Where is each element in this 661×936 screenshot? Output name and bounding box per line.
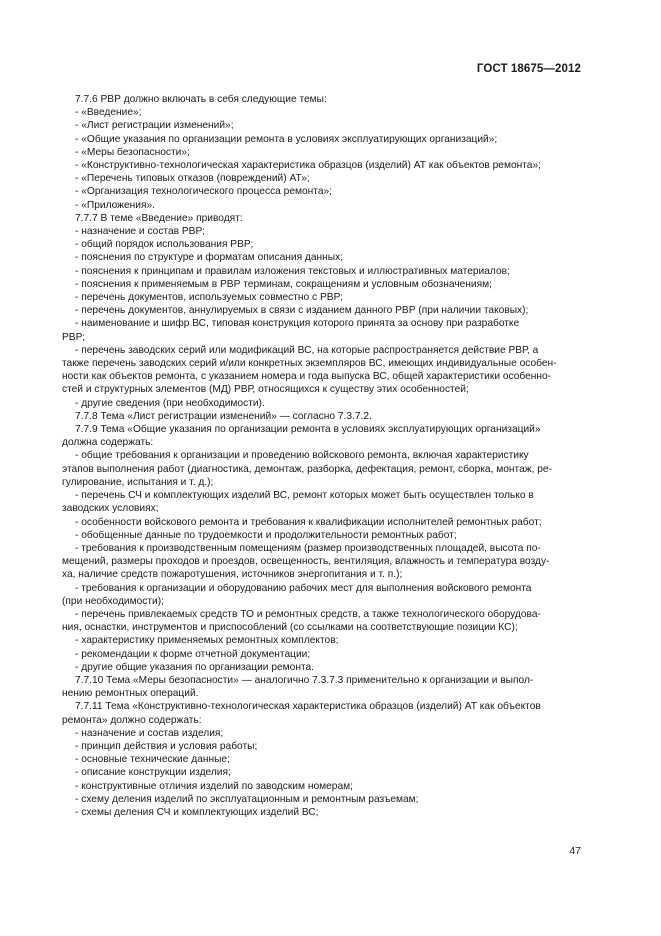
text-line: - перечень документов, аннулируемых в связи с изданием данного РВР (при наличии таковых); <box>75 305 529 317</box>
text-line: - назначение и состав изделия; <box>75 727 224 739</box>
text-line: РВР; <box>62 331 85 343</box>
document-body <box>62 93 583 819</box>
text-line: - «Меры безопасности»; <box>75 146 190 158</box>
text-line: ния, оснастки, инструментов и приспособлений (со ссылками на соответствующие позиции КС); <box>62 622 518 634</box>
text-line: - другие сведения (при необходимости). <box>75 397 265 409</box>
text-line: - пояснения к применяемым в РВР терминам, сокращениям и условным обозначениям; <box>75 278 492 290</box>
text-line: - назначение и состав РВР; <box>75 226 205 238</box>
text-line: - перечень СЧ и комплектующих изделий ВС, ремонт которых может быть осуществлен только в <box>75 490 534 502</box>
text-line: - «Общие указания по организации ремонта в условиях эксплуатирующих организаций»; <box>75 133 498 145</box>
text-line: этапов выполнения работ (диагностика, демонтаж, разборка, дефектация, ремонт, сборка, монтаж, ре- <box>62 463 552 475</box>
text-line: нению ремонтных операций. <box>62 688 199 700</box>
text-line: 7.7.6 РВР должно включать в себя следующие темы: <box>75 94 327 105</box>
text-line: ремонта» должно содержать: <box>62 714 202 726</box>
text-line: - общий порядок использования РВР; <box>75 239 254 251</box>
text-line: стей и структурных элементов (МД) РВР, относящихся к существу этих особенностей; <box>62 384 469 396</box>
text-line: ности как объектов ремонта, с указанием номера и года выпуска ВС, общей характеристики особенно- <box>62 371 552 383</box>
text-line: - обобщенные данные по трудоемкости и продолжительности ремонтных работ; <box>75 529 457 541</box>
text-line: ха, наличие средств пожаротушения, источников энергопитания и т. п.); <box>62 569 403 581</box>
text-line: 7.7.8 Тема «Лист регистрации изменений» — согласно 7.3.7.2. <box>75 410 372 422</box>
text-line: также перечень заводских серий и/или конкретных экземпляров ВС, имеющих индивидуальные особен- <box>62 358 557 370</box>
text-line: - требования к производственным помещениям (размер производственных площадей, высота по- <box>75 542 541 554</box>
text-line: 7.7.11 Тема «Конструктивно-технологическая характеристика образцов (изделий) АТ как объектов <box>75 701 541 713</box>
page-number: 47 <box>569 845 581 857</box>
text-line: - перечень документов, используемых совместно с РВР; <box>75 292 343 304</box>
text-line: должна содержать: <box>62 437 154 449</box>
text-line: - перечень привлекаемых средств ТО и ремонтных средств, а также технологического оборудова- <box>75 608 541 620</box>
text-line: - характеристику применяемых ремонтных комплектов; <box>75 635 339 647</box>
text-line: (при необходимости); <box>62 595 164 607</box>
text-line: - принцип действия и условия работы; <box>75 740 258 752</box>
text-line: - наименование и шифр ВС, типовая конструкция которого принята за основу при разработке <box>75 318 520 330</box>
text-line: - описание конструкции изделия; <box>75 767 231 779</box>
text-line: - «Лист регистрации изменений»; <box>75 120 234 132</box>
text-line: - пояснения по структуре и форматам описания данных; <box>75 252 344 264</box>
text-line: - рекомендации к форме отчетной документации; <box>75 648 311 660</box>
standard-header: ГОСТ 18675—2012 <box>476 63 581 75</box>
text-line: - конструктивные отличия изделий по заводским номерам; <box>75 780 353 792</box>
text-line: - «Приложения». <box>75 199 155 211</box>
text-line: - «Конструктивно-технологическая характеристика образцов (изделий) АТ как объектов ремонта»; <box>75 160 541 172</box>
text-line: - общие требования к организации и проведению войскового ремонта, включая характеристику <box>75 450 529 462</box>
text-line: гулирование, испытания и т. д.); <box>62 476 214 488</box>
text-line: - основные технические данные; <box>75 754 230 766</box>
text-line: мещений, размеры проходов и проездов, освещенность, вентиляция, влажность и температура возду- <box>62 556 550 568</box>
text-line: - «Введение»; <box>75 107 142 119</box>
text-line: - схемы деления СЧ и комплектующих изделий ВС; <box>75 806 319 818</box>
text-line: - «Перечень типовых отказов (повреждений) АТ»; <box>75 173 310 185</box>
text-line: - схему деления изделий по эксплуатационным и ремонтным разъемам; <box>75 793 419 805</box>
text-line: 7.7.9 Тема «Общие указания по организации ремонта в условиях эксплуатирующих организаций» <box>75 424 541 436</box>
text-line: - «Организация технологического процесса ремонта»; <box>75 186 332 198</box>
text-line: 7.7.7 В теме «Введение» приводят: <box>75 212 243 224</box>
text-line: - особенности войскового ремонта и требования к квалификации исполнителей ремонтных работ; <box>75 516 542 528</box>
text-line: 7.7.10 Тема «Меры безопасности» — аналогично 7.3.7.3 применительно к организации и выпол- <box>75 674 534 686</box>
text-line: - пояснения к принципам и правилам изложения текстовых и иллюстративных материалов; <box>75 265 510 277</box>
text-line: - требования к организации и оборудованию рабочих мест для выполнения войскового ремонта <box>75 582 532 594</box>
text-line: заводских условиях; <box>62 503 159 515</box>
text-line: - перечень заводских серий или модификаций ВС, на которые распространяется действие РВР, а <box>75 344 539 356</box>
text-line: - другие общие указания по организации ремонта. <box>75 661 314 673</box>
